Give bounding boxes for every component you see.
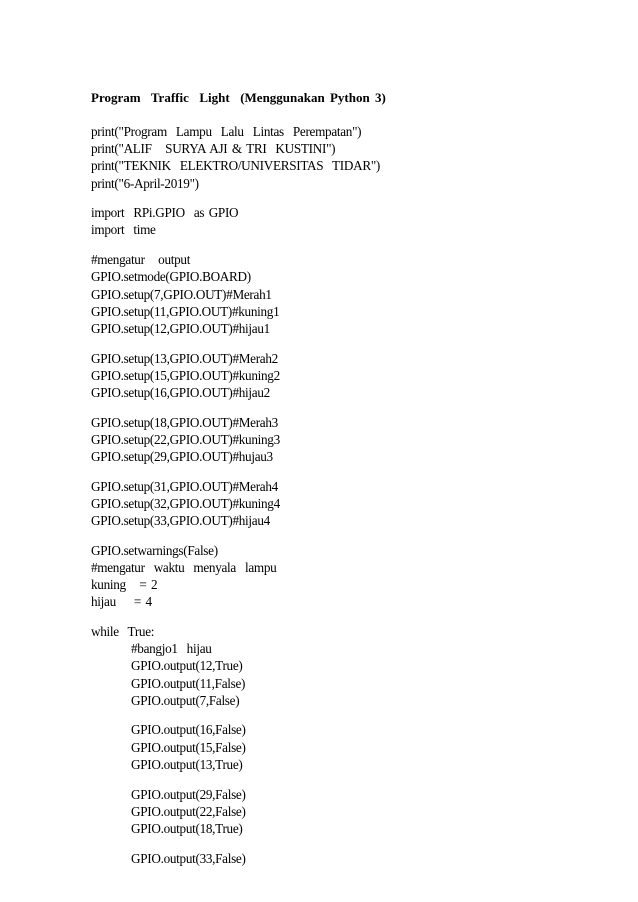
code-block-print: [91, 123, 380, 192]
code-line: while True:: [91, 624, 155, 639]
code-line: GPIO.setup(22,GPIO.OUT)#kuning3: [91, 431, 280, 447]
code-line: GPIO.setup(15,GPIO.OUT)#kuning2: [91, 367, 280, 383]
blank-line: [91, 337, 380, 350]
code-line: print("Program Lampu Lalu Lintas Perempatan"): [91, 124, 362, 139]
code-line: kuning = 2: [91, 577, 158, 593]
code-line: print("ALIF SURYA AJI & TRI KUSTINI"): [91, 141, 336, 157]
blank-line: [91, 192, 380, 205]
code-line: GPIO.output(22,False): [131, 803, 246, 819]
code-line: GPIO.output(7,False): [131, 692, 240, 708]
code-block-setup-4: [91, 478, 380, 530]
code-line: print("TEKNIK ELEKTRO/UNIVERSITAS TIDAR"): [91, 158, 380, 174]
code-line: GPIO.setmode(GPIO.BOARD): [91, 269, 251, 285]
code-line: GPIO.setup(33,GPIO.OUT)#hijau4: [91, 513, 270, 529]
code-block-loop-body-4: [91, 850, 380, 867]
code-line: GPIO.output(13,True): [131, 756, 243, 772]
code-block-setup-1: [91, 251, 380, 337]
blank-line: [91, 401, 380, 414]
code-block-setup-3: [91, 414, 380, 466]
blank-line: [91, 773, 380, 786]
code-block-settings: [91, 542, 380, 611]
code-line: GPIO.output(29,False): [131, 786, 246, 802]
code-line: GPIO.setup(29,GPIO.OUT)#hujau3: [91, 449, 273, 464]
code-block-loop-body-2: [91, 721, 380, 773]
code-line: GPIO.output(11,False): [131, 675, 246, 691]
code-line: GPIO.setup(11,GPIO.OUT)#kuning1: [91, 303, 280, 319]
code-line: GPIO.output(12,True): [131, 658, 243, 674]
code-block-imports: [91, 204, 380, 238]
blank-line: [91, 465, 380, 478]
code-line: GPIO.output(16,False): [131, 722, 246, 738]
blank-line: [91, 239, 380, 252]
blank-line: [91, 611, 380, 624]
code-line: GPIO.output(18,True): [131, 820, 243, 836]
code-listing: [91, 123, 380, 867]
code-line: GPIO.setup(13,GPIO.OUT)#Merah2: [91, 350, 278, 366]
code-line: GPIO.setup(12,GPIO.OUT)#hijau1: [91, 320, 270, 336]
code-line: GPIO.setup(32,GPIO.OUT)#kuning4: [91, 495, 280, 511]
code-block-loop-body-3: [91, 786, 380, 838]
code-line: GPIO.setup(18,GPIO.OUT)#Merah3: [91, 414, 278, 430]
code-line: import RPi.GPIO as GPIO: [91, 205, 239, 221]
code-block-loop-body-1: [91, 640, 380, 709]
code-block-loop-header: [91, 623, 380, 640]
blank-line: [91, 529, 380, 542]
code-line: GPIO.output(15,False): [131, 739, 246, 755]
code-line: #bangjo1 hijau: [131, 641, 212, 657]
code-line: GPIO.setup(16,GPIO.OUT)#hijau2: [91, 384, 270, 400]
blank-line: [91, 709, 380, 722]
code-line: #mengatur waktu menyala lampu: [91, 559, 277, 575]
code-line: import time: [91, 222, 156, 238]
code-block-setup-2: [91, 350, 380, 402]
code-line: GPIO.output(33,False): [131, 850, 246, 866]
code-line: GPIO.setup(31,GPIO.OUT)#Merah4: [91, 478, 278, 494]
code-line: hijau = 4: [91, 594, 152, 610]
code-line: print("6-April-2019"): [91, 175, 199, 191]
code-line: #mengatur output: [91, 252, 191, 268]
code-line: GPIO.setup(7,GPIO.OUT)#Merah1: [91, 286, 272, 302]
document-title: Program Traffic Light (Menggunakan Python 3): [91, 90, 386, 105]
code-line: GPIO.setwarnings(False): [91, 542, 218, 558]
blank-line: [91, 837, 380, 850]
